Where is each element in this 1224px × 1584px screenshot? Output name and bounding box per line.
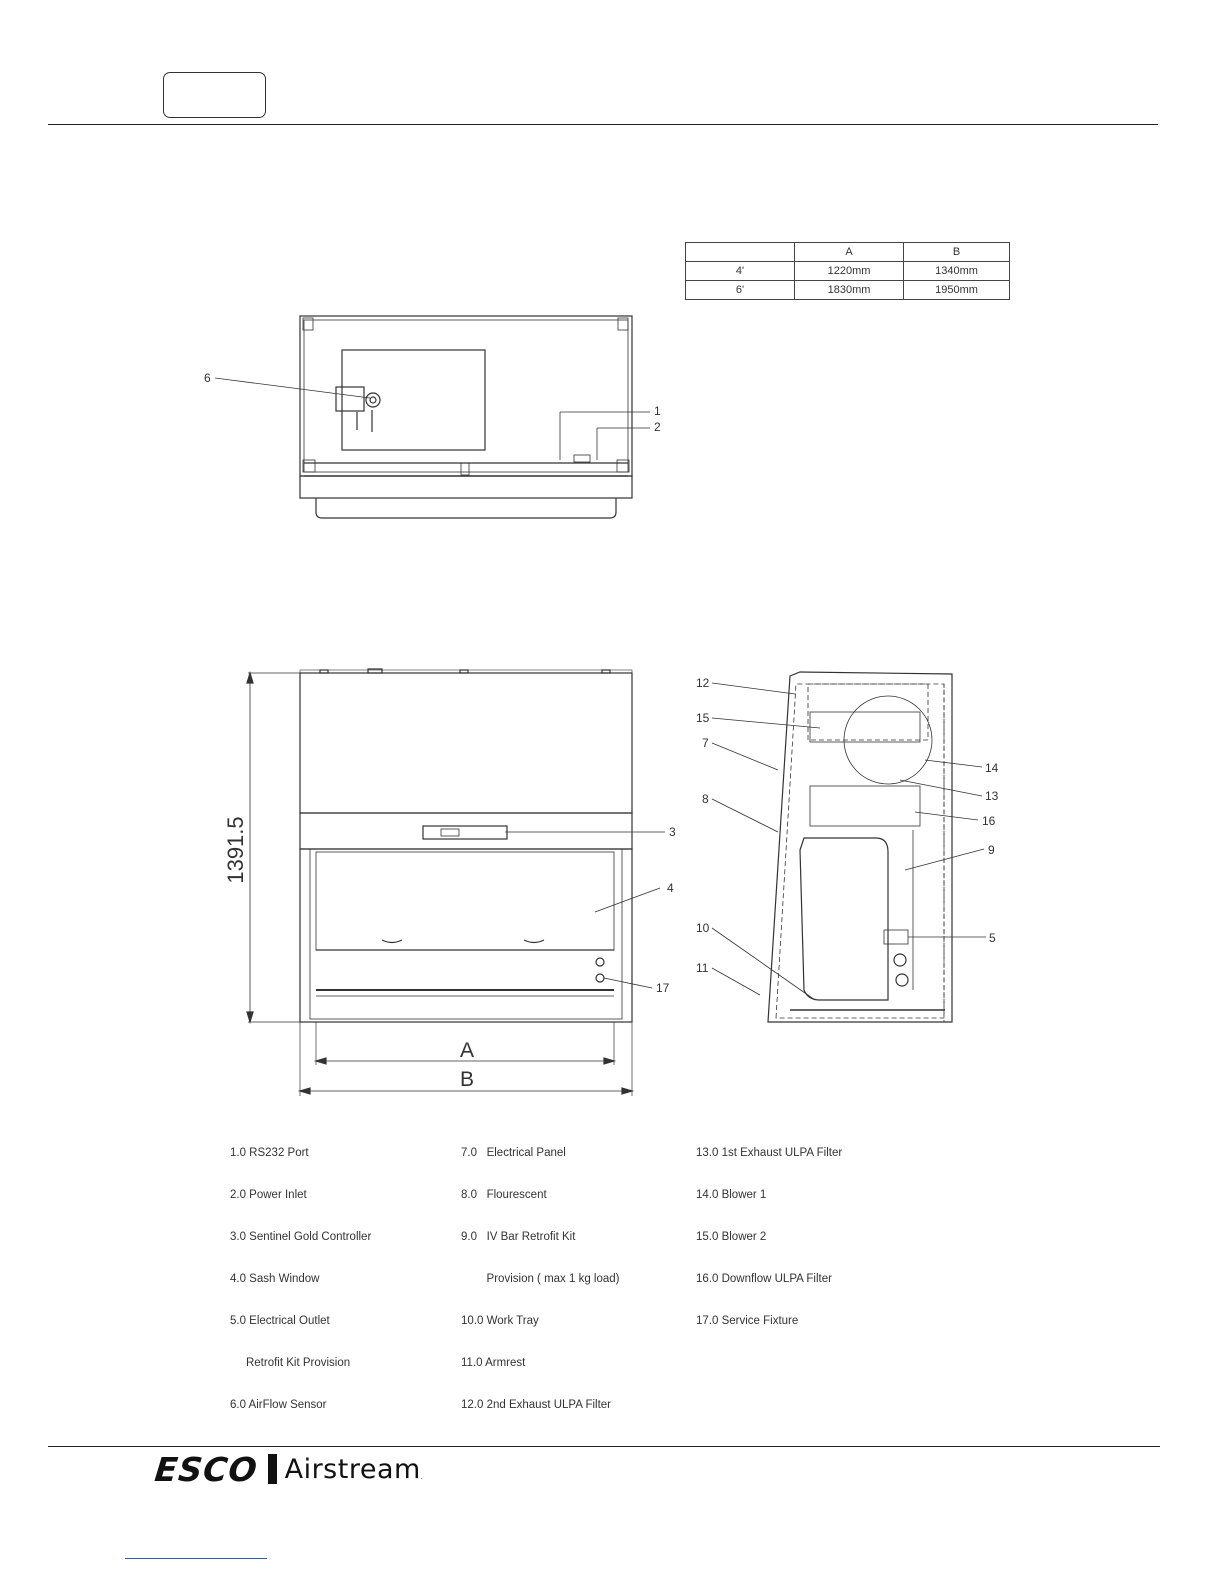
legend-item: 1.0 RS232 Port bbox=[230, 1147, 309, 1159]
table-cell: 1830mm bbox=[795, 281, 904, 300]
legend-item: 4.0 Sash Window bbox=[230, 1273, 320, 1285]
height-dimension: 1391.5 bbox=[223, 816, 248, 884]
legend-item: 2.0 Power Inlet bbox=[230, 1189, 307, 1201]
legend-item: Retrofit Kit Provision bbox=[230, 1357, 351, 1369]
logo-divider bbox=[268, 1454, 277, 1484]
callout-4: 4 bbox=[667, 881, 674, 895]
legend-item: Provision ( max 1 kg load) bbox=[461, 1273, 620, 1285]
top-view bbox=[215, 316, 650, 518]
table-cell: 6' bbox=[686, 281, 795, 300]
legend-item: 3.0 Sentinel Gold Controller bbox=[230, 1231, 372, 1243]
side-view bbox=[712, 672, 986, 1022]
table-cell: 4' bbox=[686, 262, 795, 281]
footer-rule bbox=[48, 1446, 1160, 1447]
brand-logo bbox=[152, 1449, 424, 1489]
callout-14: 14 bbox=[985, 761, 999, 775]
table-header-cell: A bbox=[795, 243, 904, 262]
legend-item: 12.0 2nd Exhaust ULPA Filter bbox=[461, 1399, 612, 1411]
dimension-b-label: B bbox=[459, 1068, 475, 1091]
brand-name: ESCO bbox=[152, 1449, 260, 1489]
callout-10: 10 bbox=[696, 921, 710, 935]
legend-item: 5.0 Electrical Outlet bbox=[230, 1315, 330, 1327]
legend-item: 7.0 Electrical Panel bbox=[461, 1147, 566, 1159]
callout-17: 17 bbox=[656, 981, 670, 995]
front-view bbox=[247, 669, 665, 1096]
callout-1: 1 bbox=[654, 404, 661, 418]
table-header-cell: B bbox=[904, 243, 1010, 262]
callout-2: 2 bbox=[654, 420, 661, 434]
callout-11: 11 bbox=[696, 961, 709, 975]
table-cell: 1950mm bbox=[904, 281, 1010, 300]
callout-5: 5 bbox=[989, 931, 996, 945]
table-cell: 1340mm bbox=[904, 262, 1010, 281]
product-name: Airstream bbox=[284, 1453, 421, 1485]
table-cell: 1220mm bbox=[795, 262, 904, 281]
footer-link-underline bbox=[125, 1558, 267, 1559]
callout-9: 9 bbox=[988, 843, 995, 857]
legend-item: 17.0 Service Fixture bbox=[696, 1315, 799, 1327]
callout-12: 12 bbox=[696, 676, 710, 690]
callout-3: 3 bbox=[669, 825, 676, 839]
legend-item: 14.0 Blower 1 bbox=[696, 1189, 767, 1201]
legend-item: 11.0 Armrest bbox=[461, 1357, 526, 1369]
legend-item: 6.0 AirFlow Sensor bbox=[230, 1399, 327, 1411]
callout-6: 6 bbox=[204, 371, 211, 385]
callout-15: 15 bbox=[696, 711, 710, 725]
dimension-a-label: A bbox=[459, 1039, 475, 1062]
legend-item: 13.0 1st Exhaust ULPA Filter bbox=[696, 1147, 843, 1159]
callout-13: 13 bbox=[985, 789, 999, 803]
legend-item: 10.0 Work Tray bbox=[461, 1315, 539, 1327]
legend-item: 8.0 Flourescent bbox=[461, 1189, 547, 1201]
legend-item: 15.0 Blower 2 bbox=[696, 1231, 767, 1243]
callout-8: 8 bbox=[702, 792, 709, 806]
legend-item: 16.0 Downflow ULPA Filter bbox=[696, 1273, 832, 1285]
legend-column-1 bbox=[230, 1118, 371, 1426]
legend-column-3 bbox=[696, 1118, 842, 1342]
callout-7: 7 bbox=[702, 736, 709, 750]
legend-item: 9.0 IV Bar Retrofit Kit bbox=[461, 1231, 576, 1243]
registered-mark: . bbox=[420, 1472, 424, 1481]
callout-16: 16 bbox=[982, 814, 996, 828]
legend-column-2 bbox=[461, 1118, 620, 1426]
